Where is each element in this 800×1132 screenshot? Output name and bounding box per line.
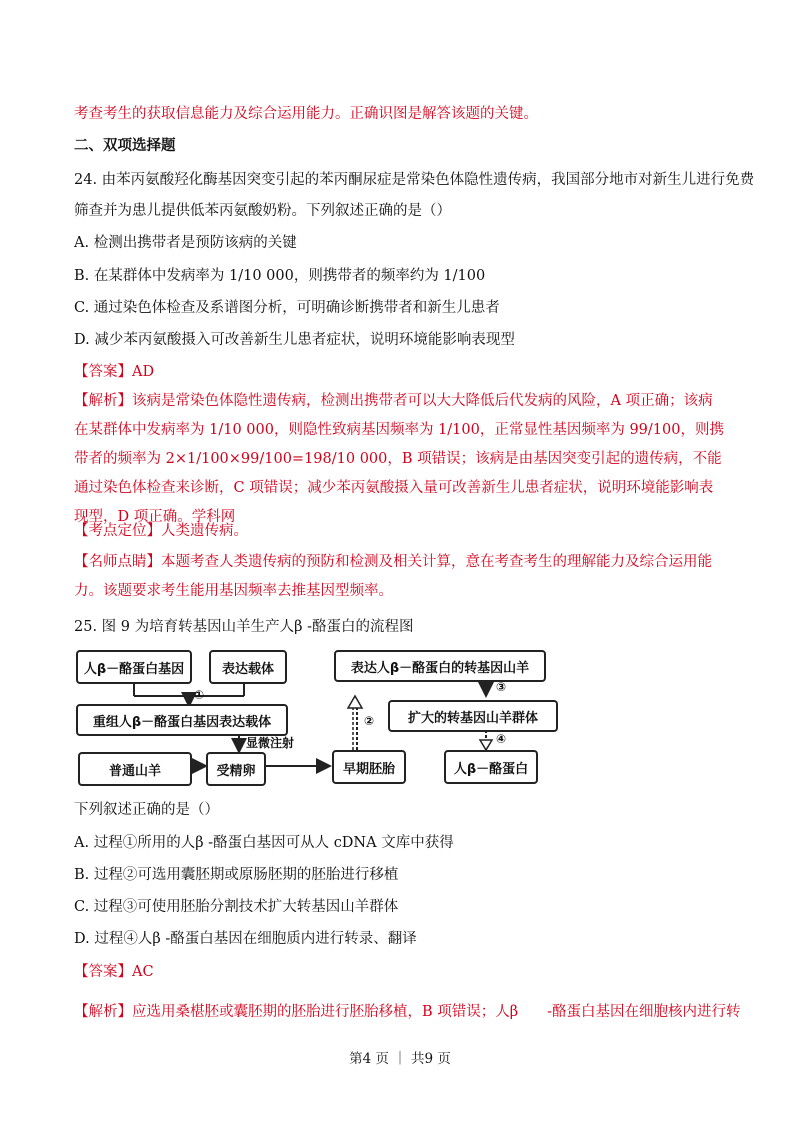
box-fertilized-egg: 受精卵 <box>206 752 266 786</box>
q24-option-a: A. 检测出携带者是预防该病的关键 <box>74 235 297 251</box>
flow-diagram <box>74 646 754 796</box>
box-early-embryo: 早期胚胎 <box>332 750 406 784</box>
q24-stem-1: 24. 由苯丙氨酸羟化酶基因突变引起的苯丙酮尿症是常染色体隐性遗传病，我国部分地市对新生儿进行免费 <box>74 172 755 188</box>
q25-stem: 25. 图 9 为培育转基因山羊生产人β -酪蛋白的流程图 <box>74 619 414 635</box>
q24-option-c: C. 通过染色体检查及系谱图分析，可明确诊断携带者和新生儿患者 <box>74 300 500 316</box>
q24-answer: 【答案】AD <box>74 364 155 380</box>
q24-option-b: B. 在某群体中发病率为 1/10 000，则携带者的频率约为 1/100 <box>74 268 486 284</box>
q24-mingshi: 【名师点睛】本题考查人类遗传病的预防和检测及相关计算，意在考查考生的理解能力及综合运用能力。该题要求考生能用基因频率去推基因型频率。 <box>74 554 712 599</box>
q25-option-d: D. 过程④人β -酪蛋白基因在细胞质内进行转录、翻译 <box>74 931 417 947</box>
q24-stem-2: 筛查并为患儿提供低苯丙氨酸奶粉。下列叙述正确的是（） <box>74 203 451 219</box>
q25-analysis: 【解析】应选用桑椹胚或囊胚期的胚胎进行胚胎移植，B 项错误；人β -酪蛋白基因在细胞核内进行转 <box>74 1004 741 1020</box>
box-recombinant-vector: 重组人β－酪蛋白基因表达载体 <box>76 704 288 736</box>
q25-option-a: A. 过程①所用的人β -酪蛋白基因可从人 cDNA 文库中获得 <box>74 835 454 851</box>
q24-analysis: 【解析】该病是常染色体隐性遗传病，检测出携带者可以大大降低后代发病的风险，A 项正确；该病在某群体中发病率为 1/10 000，则隐性致病基因频率为 1/100，正常显性基因频率为 99/100，则携带者的频率为 2×1/100×99/100=198/10 000，B 项错误；该病是由基因突变引起的遗传病，不能通过染色体检查来诊断，C 项错误；减少苯丙氨酸摄入量可改善新生儿患者症状，说明环境能影响表现型，D 项正确。学科网 <box>74 393 724 525</box>
box-ordinary-goat: 普通山羊 <box>78 752 192 786</box>
box-human-gene: 人β－酪蛋白基因 <box>76 650 192 684</box>
intro-line: 考查考生的获取信息能力及综合运用能力。正确识图是解答该题的关键。 <box>74 106 538 122</box>
step-3-label: ③ <box>496 680 507 694</box>
q24-kaodian: 【考点定位】人类遗传病。 <box>74 523 248 539</box>
box-expanded-herd: 扩大的转基因山羊群体 <box>388 700 558 732</box>
box-expression-vector: 表达载体 <box>209 650 287 684</box>
step-2-label: ② <box>364 714 375 728</box>
q25-option-c: C. 过程③可使用胚胎分割技术扩大转基因山羊群体 <box>74 899 399 915</box>
box-transgenic-goat: 表达人β－酪蛋白的转基因山羊 <box>334 650 546 682</box>
box-casein-protein: 人β－酪蛋白 <box>444 750 538 784</box>
step-4-label: ④ <box>496 732 507 746</box>
page-footer: 第4 页 ｜ 共9 页 <box>349 1051 451 1067</box>
q25-ask: 下列叙述正确的是（） <box>74 802 219 818</box>
step-1-label: ① <box>194 688 205 702</box>
q25-answer: 【答案】AC <box>74 964 154 980</box>
section-title: 二、双项选择题 <box>74 137 176 154</box>
microinjection-label: 显微注射 <box>246 736 295 750</box>
q24-option-d: D. 减少苯丙氨酸摄入可改善新生儿患者症状，说明环境能影响表现型 <box>74 332 515 348</box>
q25-option-b: B. 过程②可选用囊胚期或原肠胚期的胚胎进行移植 <box>74 867 399 883</box>
